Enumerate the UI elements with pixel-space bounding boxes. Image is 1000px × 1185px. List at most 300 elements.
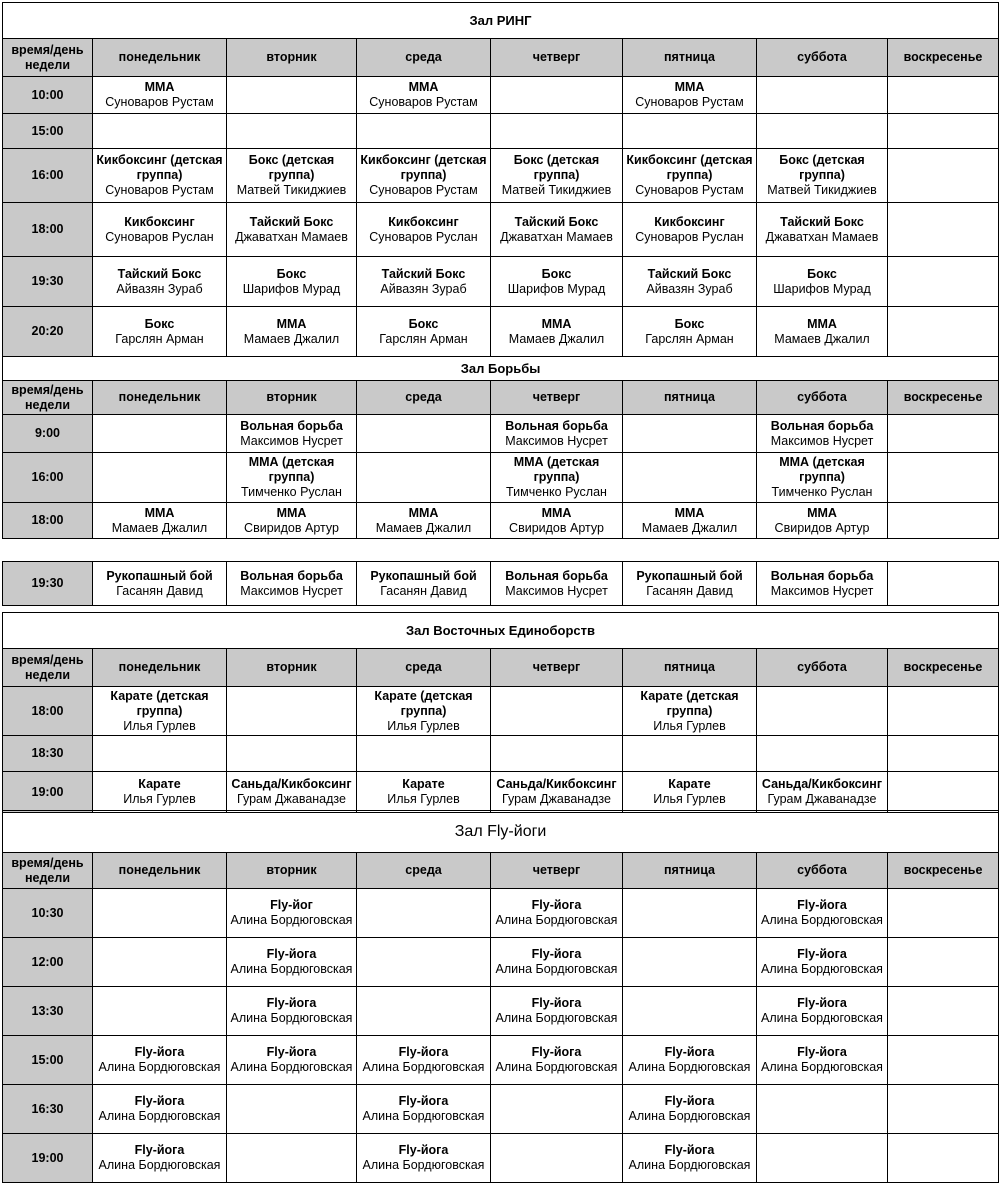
header-day: вторник	[227, 39, 357, 77]
class-cell	[357, 307, 491, 357]
class-cell	[93, 938, 227, 987]
class-cell	[491, 77, 623, 114]
trainer-name: Алина Бордюговская	[495, 913, 618, 927]
class-cell	[757, 987, 888, 1036]
trainer-name: Алина Бордюговская	[761, 1060, 883, 1074]
class-cell	[93, 736, 227, 772]
class-cell	[491, 562, 623, 606]
class-cell	[888, 889, 999, 938]
trainer-name: Алина Бордюговская	[628, 1060, 751, 1074]
class-cell	[93, 1085, 227, 1134]
class-name: ММА	[807, 505, 837, 520]
trainer-name: Алина Бордюговская	[495, 1060, 618, 1074]
class-cell	[93, 149, 227, 203]
time-slot: 19:00	[3, 1134, 93, 1183]
class-cell	[623, 453, 757, 503]
class-cell	[623, 938, 757, 987]
table-row	[3, 453, 999, 503]
class-cell	[491, 1085, 623, 1134]
trainer-name: Гарслян Арман	[645, 331, 734, 346]
class-cell	[888, 149, 999, 203]
time-slot: 10:30	[3, 889, 93, 938]
class-cell	[757, 562, 888, 606]
class-cell	[227, 203, 357, 257]
class-cell	[227, 257, 357, 307]
header-time-label: время/день недели	[3, 381, 93, 415]
class-cell	[227, 938, 357, 987]
header-day: среда	[357, 39, 491, 77]
trainer-name: Алина Бордюговская	[230, 962, 353, 976]
class-name: Кикбоксинг	[654, 214, 725, 229]
class-cell	[491, 503, 623, 539]
time-slot: 16:30	[3, 1085, 93, 1134]
class-cell	[757, 687, 888, 736]
header-day: среда	[357, 853, 491, 889]
trainer-name: Алина Бордюговская	[628, 1109, 751, 1123]
class-cell	[757, 149, 888, 203]
trainer-name: Гасанян Давид	[116, 583, 203, 598]
class-name: ММА	[408, 505, 439, 520]
trainer-name: Мамаев Джалил	[641, 520, 738, 535]
class-name: Вольная борьба	[505, 568, 608, 583]
class-cell	[623, 114, 757, 149]
class-cell	[623, 415, 757, 453]
class-cell	[227, 987, 357, 1036]
trainer-name: Илья Гурлев	[387, 718, 460, 733]
header-day: понедельник	[93, 649, 227, 687]
trainer-name: Мамаев Джалил	[243, 331, 340, 346]
trainer-name: Суноваров Руслан	[105, 229, 214, 244]
header-day: четверг	[491, 39, 623, 77]
class-cell	[93, 257, 227, 307]
trainer-name: Алина Бордюговская	[495, 962, 618, 976]
header-day: пятница	[623, 853, 757, 889]
class-cell	[888, 257, 999, 307]
trainer-name: Айвазян Зураб	[380, 281, 467, 296]
trainer-name: Суноваров Рустам	[369, 95, 478, 109]
class-name: Вольная борьба	[240, 568, 343, 583]
trainer-name: Свиридов Артур	[774, 520, 870, 535]
table-row	[3, 1036, 999, 1085]
class-name: Рукопашный бой	[106, 568, 213, 583]
time-slot: 18:00	[3, 203, 93, 257]
trainer-name: Суноваров Рустам	[635, 183, 744, 197]
class-cell	[357, 938, 491, 987]
class-cell	[491, 736, 623, 772]
time-slot: 16:00	[3, 453, 93, 503]
class-name: Fly-йога	[664, 1045, 715, 1059]
section-title: Зал Борьбы	[3, 357, 999, 381]
class-name: Fly-йога	[664, 1143, 715, 1157]
class-cell	[491, 257, 623, 307]
header-time-label: время/день недели	[3, 853, 93, 889]
class-name: Бокс	[541, 266, 572, 281]
class-name: Бокс	[807, 266, 837, 281]
class-name: Fly-йога	[266, 947, 317, 961]
class-cell	[227, 415, 357, 453]
class-cell	[888, 415, 999, 453]
class-cell	[623, 772, 757, 813]
class-cell	[357, 114, 491, 149]
class-name: Fly-йога	[134, 1045, 185, 1059]
trainer-name: Свиридов Артур	[244, 520, 339, 535]
table-row	[3, 77, 999, 114]
class-cell	[93, 1036, 227, 1085]
class-cell	[227, 687, 357, 736]
class-cell	[93, 772, 227, 813]
class-cell	[357, 1134, 491, 1183]
class-cell	[93, 687, 227, 736]
class-cell	[623, 736, 757, 772]
class-cell	[357, 772, 491, 813]
class-cell	[93, 77, 227, 114]
class-cell	[357, 149, 491, 203]
class-name: Бокс (детская группа)	[248, 153, 335, 182]
class-cell	[491, 1036, 623, 1085]
class-name: Кикбоксинг	[124, 214, 195, 229]
class-name: ММА	[807, 316, 837, 331]
trainer-name: Алина Бордюговская	[761, 913, 883, 927]
class-cell	[93, 889, 227, 938]
header-day: четверг	[491, 649, 623, 687]
class-name: Вольная борьба	[770, 418, 874, 433]
class-name: ММА	[144, 505, 175, 520]
class-cell	[93, 415, 227, 453]
header-day: пятница	[623, 39, 757, 77]
class-cell	[888, 114, 999, 149]
trainer-name: Гурам Джаванадзе	[237, 792, 346, 806]
class-cell	[623, 987, 757, 1036]
trainer-name: Матвей Тикиджиев	[236, 183, 347, 197]
class-cell	[623, 149, 757, 203]
trainer-name: Свиридов Артур	[509, 520, 604, 535]
header-day: понедельник	[93, 853, 227, 889]
header-day: суббота	[757, 39, 888, 77]
class-cell	[623, 889, 757, 938]
class-cell	[757, 1085, 888, 1134]
class-cell	[888, 736, 999, 772]
class-cell	[227, 503, 357, 539]
table-row	[3, 562, 999, 606]
time-slot: 15:00	[3, 1036, 93, 1085]
class-cell	[357, 889, 491, 938]
time-slot: 18:00	[3, 687, 93, 736]
class-cell	[888, 987, 999, 1036]
trainer-name: Джаватхан Мамаев	[235, 229, 348, 244]
trainer-name: Алина Бордюговская	[98, 1109, 221, 1123]
class-cell	[888, 1085, 999, 1134]
class-name: Fly-йога	[797, 996, 847, 1010]
header-day: воскресенье	[888, 649, 999, 687]
trainer-name: Гасанян Давид	[380, 583, 467, 598]
class-cell	[357, 736, 491, 772]
header-day: четверг	[491, 381, 623, 415]
class-name: ММА	[408, 80, 439, 94]
trainer-name: Алина Бордюговская	[230, 1060, 353, 1074]
class-name: Бокс (детская группа)	[779, 153, 865, 182]
class-cell	[888, 307, 999, 357]
header-day: пятница	[623, 381, 757, 415]
trainer-name: Суноваров Руслан	[635, 229, 744, 244]
class-cell	[227, 77, 357, 114]
class-cell	[623, 562, 757, 606]
class-cell	[491, 203, 623, 257]
class-cell	[623, 687, 757, 736]
time-slot: 13:30	[3, 987, 93, 1036]
time-slot: 19:00	[3, 772, 93, 813]
class-name: Карате (детская группа)	[640, 688, 739, 718]
header-day: понедельник	[93, 381, 227, 415]
time-slot: 10:00	[3, 77, 93, 114]
class-name: Кикбоксинг (детская группа)	[360, 153, 487, 182]
section-title: Зал РИНГ	[3, 3, 999, 39]
trainer-name: Джаватхан Мамаев	[500, 229, 613, 244]
schedule-table	[2, 810, 999, 1183]
class-name: Карате	[138, 777, 181, 791]
class-name: Кикбоксинг (детская группа)	[626, 153, 753, 182]
trainer-name: Гарслян Арман	[115, 331, 204, 346]
class-cell	[491, 114, 623, 149]
trainer-name: Матвей Тикиджиев	[501, 183, 612, 197]
class-cell	[357, 1036, 491, 1085]
class-cell	[757, 453, 888, 503]
class-name: Тайский Бокс	[514, 214, 599, 229]
class-name: ММА	[674, 80, 705, 94]
trainer-name: Суноваров Руслан	[369, 229, 478, 244]
table-row	[3, 415, 999, 453]
class-name: Карате (детская группа)	[374, 688, 473, 718]
class-cell	[357, 203, 491, 257]
class-cell	[93, 1134, 227, 1183]
class-cell	[491, 889, 623, 938]
table-row	[3, 987, 999, 1036]
class-cell	[623, 1085, 757, 1134]
class-name: ММА (детская группа)	[513, 455, 600, 484]
trainer-name: Илья Гурлев	[123, 718, 196, 733]
header-row	[3, 649, 999, 687]
time-slot: 19:30	[3, 562, 93, 606]
trainer-name: Шарифов Мурад	[773, 281, 871, 296]
trainer-name: Алина Бордюговская	[98, 1158, 221, 1172]
class-cell	[757, 307, 888, 357]
class-name: Тайский Бокс	[117, 266, 202, 281]
trainer-name: Джаватхан Мамаев	[765, 229, 879, 244]
header-row	[3, 853, 999, 889]
class-cell	[757, 503, 888, 539]
class-cell	[357, 453, 491, 503]
table-row	[3, 149, 999, 203]
class-cell	[757, 1036, 888, 1085]
class-name: Тайский Бокс	[249, 214, 334, 229]
class-cell	[357, 77, 491, 114]
trainer-name: Тимченко Руслан	[771, 485, 873, 499]
table-row	[3, 1085, 999, 1134]
schedule-table	[2, 612, 999, 813]
class-cell	[227, 307, 357, 357]
class-name: ММА	[276, 316, 307, 331]
class-cell	[623, 1036, 757, 1085]
trainer-name: Мамаев Джалил	[111, 520, 208, 535]
class-cell	[357, 1085, 491, 1134]
time-slot: 16:00	[3, 149, 93, 203]
schedule-table	[2, 561, 999, 606]
table-row	[3, 1134, 999, 1183]
trainer-name: Илья Гурлев	[387, 792, 460, 806]
class-cell	[757, 772, 888, 813]
class-name: Саньда/Кикбоксинг	[496, 777, 617, 791]
table-row	[3, 114, 999, 149]
class-name: ММА	[144, 80, 175, 94]
schedule-table	[2, 2, 999, 357]
trainer-name: Илья Гурлев	[653, 792, 726, 806]
class-name: Карате	[668, 777, 711, 791]
class-cell	[93, 114, 227, 149]
class-cell	[93, 453, 227, 503]
trainer-name: Илья Гурлев	[653, 718, 726, 733]
class-cell	[357, 562, 491, 606]
class-cell	[491, 987, 623, 1036]
class-name: Fly-йога	[266, 1045, 317, 1059]
class-cell	[93, 203, 227, 257]
header-day: четверг	[491, 853, 623, 889]
trainer-name: Гурам Джаванадзе	[767, 792, 877, 806]
time-slot: 19:30	[3, 257, 93, 307]
class-cell	[888, 203, 999, 257]
class-name: Вольная борьба	[505, 418, 608, 433]
class-cell	[357, 415, 491, 453]
trainer-name: Мамаев Джалил	[774, 331, 870, 346]
class-name: Саньда/Кикбоксинг	[761, 777, 883, 791]
trainer-name: Алина Бордюговская	[98, 1060, 221, 1074]
trainer-name: Максимов Нусрет	[770, 433, 874, 448]
class-name: Fly-йога	[531, 1045, 582, 1059]
trainer-name: Айвазян Зураб	[116, 281, 203, 296]
class-name: Fly-йога	[398, 1045, 449, 1059]
class-cell	[93, 307, 227, 357]
trainer-name: Суноваров Рустам	[105, 95, 214, 109]
table-row	[3, 938, 999, 987]
trainer-name: Алина Бордюговская	[495, 1011, 618, 1025]
class-cell	[357, 987, 491, 1036]
class-name: Fly-йог	[270, 898, 313, 912]
class-cell	[93, 562, 227, 606]
class-name: ММА (детская группа)	[779, 455, 865, 484]
header-day: среда	[357, 381, 491, 415]
trainer-name: Алина Бордюговская	[230, 1011, 353, 1025]
class-cell	[757, 203, 888, 257]
header-time-label: время/день недели	[3, 649, 93, 687]
trainer-name: Суноваров Рустам	[369, 183, 478, 197]
class-name: Fly-йога	[398, 1143, 449, 1157]
class-cell	[491, 687, 623, 736]
trainer-name: Гасанян Давид	[646, 583, 733, 598]
class-cell	[888, 1134, 999, 1183]
header-row	[3, 39, 999, 77]
class-cell	[93, 987, 227, 1036]
class-name: Fly-йога	[531, 996, 582, 1010]
trainer-name: Суноваров Рустам	[105, 183, 214, 197]
class-cell	[227, 1134, 357, 1183]
class-name: Fly-йога	[531, 898, 582, 912]
class-cell	[888, 503, 999, 539]
class-cell	[757, 736, 888, 772]
trainer-name: Алина Бордюговская	[230, 913, 353, 927]
header-day: вторник	[227, 649, 357, 687]
section-title: Зал Восточных Единоборств	[3, 613, 999, 649]
class-name: Fly-йога	[797, 1045, 847, 1059]
class-cell	[623, 77, 757, 114]
class-cell	[888, 772, 999, 813]
class-cell	[623, 503, 757, 539]
trainer-name: Матвей Тикиджиев	[767, 183, 877, 197]
table-row	[3, 687, 999, 736]
schedule-table	[2, 356, 999, 539]
class-name: ММА	[541, 505, 572, 520]
class-cell	[623, 203, 757, 257]
class-cell	[227, 772, 357, 813]
class-name: Рукопашный бой	[370, 568, 477, 583]
class-name: Fly-йога	[134, 1094, 185, 1108]
class-cell	[227, 736, 357, 772]
header-time-label: время/день недели	[3, 39, 93, 77]
header-day: суббота	[757, 381, 888, 415]
header-day: воскресенье	[888, 39, 999, 77]
class-name: Саньда/Кикбоксинг	[231, 777, 352, 791]
trainer-name: Шарифов Мурад	[242, 281, 341, 296]
class-name: Вольная борьба	[240, 418, 343, 433]
trainer-name: Максимов Нусрет	[505, 433, 608, 448]
class-name: Fly-йога	[664, 1094, 715, 1108]
class-cell	[757, 257, 888, 307]
class-cell	[623, 257, 757, 307]
class-name: ММА	[276, 505, 307, 520]
class-cell	[227, 114, 357, 149]
header-day: воскресенье	[888, 853, 999, 889]
class-cell	[757, 114, 888, 149]
trainer-name: Гурам Джаванадзе	[502, 792, 611, 806]
trainer-name: Мамаев Джалил	[508, 331, 605, 346]
class-name: Карате	[402, 777, 445, 791]
class-cell	[491, 415, 623, 453]
trainer-name: Алина Бордюговская	[628, 1158, 751, 1172]
class-name: Fly-йога	[266, 996, 317, 1010]
class-name: Бокс	[276, 266, 307, 281]
trainer-name: Тимченко Руслан	[506, 485, 607, 499]
class-cell	[227, 889, 357, 938]
trainer-name: Алина Бордюговская	[362, 1060, 485, 1074]
class-cell	[227, 453, 357, 503]
class-cell	[888, 453, 999, 503]
class-cell	[757, 938, 888, 987]
trainer-name: Алина Бордюговская	[761, 1011, 883, 1025]
header-day: суббота	[757, 649, 888, 687]
header-day: вторник	[227, 853, 357, 889]
class-cell	[491, 453, 623, 503]
class-cell	[491, 1134, 623, 1183]
class-name: Карате (детская группа)	[110, 688, 209, 718]
trainer-name: Максимов Нусрет	[240, 583, 343, 598]
class-cell	[357, 503, 491, 539]
class-name: Бокс	[674, 316, 705, 331]
class-cell	[623, 1134, 757, 1183]
class-name: Бокс (детская группа)	[513, 153, 600, 182]
trainer-name: Максимов Нусрет	[240, 433, 343, 448]
class-cell	[888, 687, 999, 736]
table-row	[3, 889, 999, 938]
trainer-name: Гарслян Арман	[379, 331, 468, 346]
header-day: вторник	[227, 381, 357, 415]
class-name: Кикбоксинг (детская группа)	[96, 153, 223, 182]
